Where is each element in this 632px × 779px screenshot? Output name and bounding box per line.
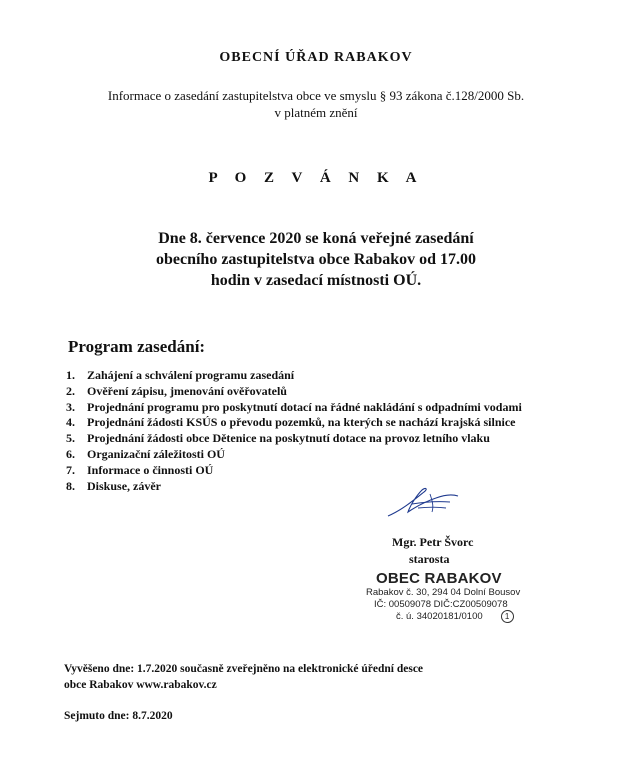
signer-name: Mgr. Petr Švorc bbox=[392, 535, 474, 549]
program-item-number: 2. bbox=[66, 383, 75, 398]
program-item bbox=[66, 400, 522, 416]
legal-info-line2: v platném znění bbox=[274, 105, 358, 120]
announcement-line3: hodin v zasedací místnosti OÚ. bbox=[210, 272, 422, 289]
official-stamp bbox=[364, 570, 520, 623]
program-item bbox=[66, 368, 522, 384]
stamp-ids: IČ: 00509078 DIČ:CZ00509078 bbox=[374, 598, 508, 610]
invitation-title: P O Z V Á N K A bbox=[208, 170, 424, 186]
program-item-text: Projednání žádosti KSÚS o převodu pozemků, na kterých se nachází krajská silnice bbox=[87, 415, 516, 430]
announcement-line1: Dne 8. července 2020 se koná veřejné zasedání bbox=[158, 230, 474, 247]
announcement-line2: obecního zastupitelstva obce Rabakov od 17.00 bbox=[155, 251, 477, 268]
program-item-number: 3. bbox=[66, 399, 75, 414]
program-item bbox=[66, 415, 522, 431]
posted-line1: Vyvěšeno dne: 1.7.2020 současně zveřejněno na elektronické úřední desce bbox=[64, 663, 424, 675]
program-item-text: Projednání programu pro poskytnutí dotací na řádné nakládání s odpadními vodami bbox=[87, 399, 522, 414]
program-item-text: Ověření zápisu, jmenování ověřovatelů bbox=[87, 383, 287, 398]
program-item-text: Informace o činnosti OÚ bbox=[87, 462, 214, 477]
office-title: OBECNÍ ÚŘAD RABAKOV bbox=[219, 50, 413, 65]
handwritten-signature bbox=[384, 480, 464, 530]
program-item bbox=[66, 384, 522, 400]
program-item-text: Projednání žádosti obce Dětenice na poskytnutí dotace na provoz letního vlaku bbox=[87, 431, 490, 446]
posted-line2: obce Rabakov www.rabakov.cz bbox=[64, 679, 217, 691]
program-item bbox=[66, 463, 522, 479]
program-item-number: 8. bbox=[66, 478, 75, 493]
program-item-text: Diskuse, závěr bbox=[87, 478, 161, 493]
program-item bbox=[66, 431, 522, 447]
stamp-name: OBEC RABAKOV bbox=[376, 570, 502, 587]
program-heading: Program zasedání: bbox=[68, 337, 206, 356]
legal-info bbox=[0, 87, 632, 121]
program-item-number: 7. bbox=[66, 462, 75, 477]
legal-info-line1: Informace o zasedání zastupitelstva obce ve smyslu § 93 zákona č.128/2000 Sb. bbox=[107, 88, 525, 103]
stamp-account: č. ú. 34020181/0100 bbox=[396, 611, 483, 623]
program-item-text: Organizační záležitosti OÚ bbox=[87, 446, 225, 461]
stamp-circle-mark: 1 bbox=[501, 610, 514, 623]
program-item-number: 6. bbox=[66, 446, 75, 461]
program-list bbox=[66, 368, 522, 494]
signer-role: starosta bbox=[409, 552, 450, 566]
stamp-address: Rabakov č. 30, 294 04 Dolní Bousov bbox=[366, 587, 521, 598]
program-item-number: 4. bbox=[66, 415, 75, 430]
program-item-number: 5. bbox=[66, 431, 75, 446]
stamp-account-row bbox=[364, 610, 520, 623]
removed-date: Sejmuto dne: 8.7.2020 bbox=[64, 710, 173, 722]
program-item-number: 1. bbox=[66, 368, 75, 382]
meeting-announcement bbox=[0, 228, 632, 291]
program-item bbox=[66, 447, 522, 463]
program-item-text: Zahájení a schválení programu zasedání bbox=[87, 368, 295, 382]
posted-info bbox=[64, 661, 423, 693]
